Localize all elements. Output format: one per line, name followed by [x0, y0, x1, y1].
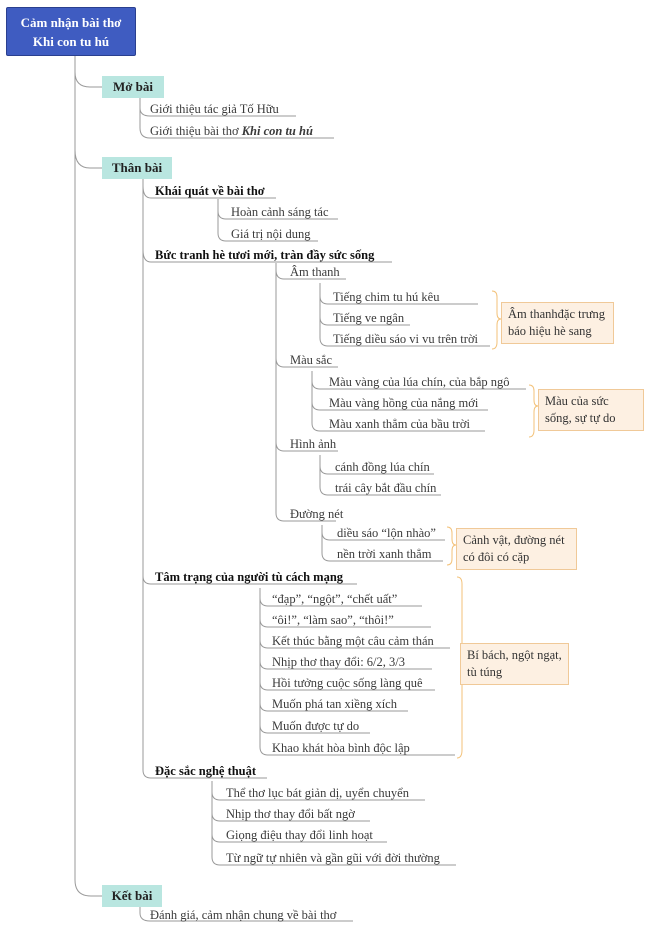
nghe-thuat-item-1[interactable]: Thể thơ lục bát giản dị, uyển chuyển	[226, 786, 409, 800]
buc-tranh-heading[interactable]: Bức tranh hè tươi mới, tràn đầy sức sống	[155, 248, 375, 262]
khai-quat-heading[interactable]: Khái quát về bài thơ	[155, 184, 265, 198]
nghe-thuat-item-3[interactable]: Giọng điệu thay đổi linh hoạt	[226, 828, 373, 842]
note-am-thanh[interactable]: Âm thanhđặc trưng báo hiệu hè sang	[501, 302, 614, 344]
nghe-thuat-item-4[interactable]: Từ ngữ tự nhiên và gần gũi với đời thường	[226, 851, 440, 865]
mo-bai-item-author[interactable]: Giới thiệu tác giả Tố Hữu	[150, 102, 279, 116]
mau-sac-item-3[interactable]: Màu xanh thẳm của bầu trời	[329, 417, 470, 431]
duong-net-item-1[interactable]: diều sáo “lộn nhào”	[337, 526, 436, 540]
note-tam-trang[interactable]: Bí bách, ngột ngạt, tù túng	[460, 643, 569, 685]
am-thanh-item-1[interactable]: Tiếng chim tu hú kêu	[333, 290, 440, 304]
tam-trang-item-4[interactable]: Nhịp thơ thay đổi: 6/2, 3/3	[272, 655, 405, 669]
note-mau-sac[interactable]: Màu của sức sống, sự tự do	[538, 389, 644, 431]
nghe-thuat-item-2[interactable]: Nhịp thơ thay đổi bất ngờ	[226, 807, 355, 821]
mau-sac-label[interactable]: Màu sắc	[290, 353, 332, 367]
duong-net-item-2[interactable]: nền trời xanh thẳm	[337, 547, 432, 561]
tam-trang-item-7[interactable]: Muốn được tự do	[272, 719, 360, 733]
poem-title: Khi con tu hú	[241, 124, 313, 138]
am-thanh-label[interactable]: Âm thanh	[290, 265, 340, 279]
am-thanh-item-3[interactable]: Tiếng diều sáo vi vu trên trời	[333, 332, 479, 346]
tam-trang-heading[interactable]: Tâm trạng của người tù cách mạng	[155, 570, 344, 584]
hinh-anh-label[interactable]: Hình ảnh	[290, 437, 337, 451]
section-mo-bai[interactable]	[102, 76, 164, 98]
section-than-bai[interactable]	[102, 157, 172, 179]
section-than-bai-label: Thân bài	[111, 160, 163, 175]
tam-trang-item-6[interactable]: Muốn phá tan xiềng xích	[272, 697, 397, 711]
nghe-thuat-heading[interactable]: Đặc sắc nghệ thuật	[155, 764, 257, 778]
khai-quat-item-gia-tri[interactable]: Giá trị nội dung	[231, 227, 311, 241]
am-thanh-item-2[interactable]: Tiếng ve ngân	[333, 311, 405, 325]
root-title-line1: Cảm nhận bài thơ	[20, 15, 122, 30]
tam-trang-item-5[interactable]: Hồi tưởng cuộc sống làng quê	[272, 676, 423, 690]
tam-trang-item-3[interactable]: Kết thúc bằng một câu cảm thán	[272, 634, 434, 648]
root-title-line2: Khi con tu hú	[32, 34, 110, 49]
mau-sac-item-2[interactable]: Màu vàng hồng của nắng mới	[329, 396, 479, 410]
section-ket-bai-label: Kết bài	[111, 888, 153, 903]
mo-bai-item-poem[interactable]	[150, 122, 313, 140]
mau-sac-item-1[interactable]: Màu vàng của lúa chín, của bắp ngô	[329, 375, 510, 389]
section-mo-bai-label: Mở bài	[112, 79, 154, 94]
duong-net-label[interactable]: Đường nét	[290, 507, 344, 521]
tam-trang-item-2[interactable]: “ôi!”, “làm sao”, “thôi!”	[272, 613, 394, 627]
mo-bai-item-poem-text: Giới thiệu bài thơ	[150, 124, 242, 138]
tam-trang-item-1[interactable]: “đạp”, “ngột”, “chết uất”	[272, 592, 398, 606]
root-node[interactable]	[6, 7, 136, 56]
khai-quat-item-hoan-canh[interactable]: Hoàn cảnh sáng tác	[231, 205, 329, 219]
tam-trang-item-8[interactable]: Khao khát hòa bình độc lập	[272, 741, 410, 755]
note-duong-net[interactable]: Cảnh vật, đường nét có đôi có cặp	[456, 528, 577, 570]
ket-bai-item-1[interactable]: Đánh giá, cảm nhận chung về bài thơ	[150, 908, 337, 922]
hinh-anh-item-1[interactable]: cánh đồng lúa chín	[335, 460, 430, 474]
hinh-anh-item-2[interactable]: trái cây bắt đầu chín	[335, 481, 437, 495]
section-ket-bai[interactable]	[102, 885, 162, 907]
